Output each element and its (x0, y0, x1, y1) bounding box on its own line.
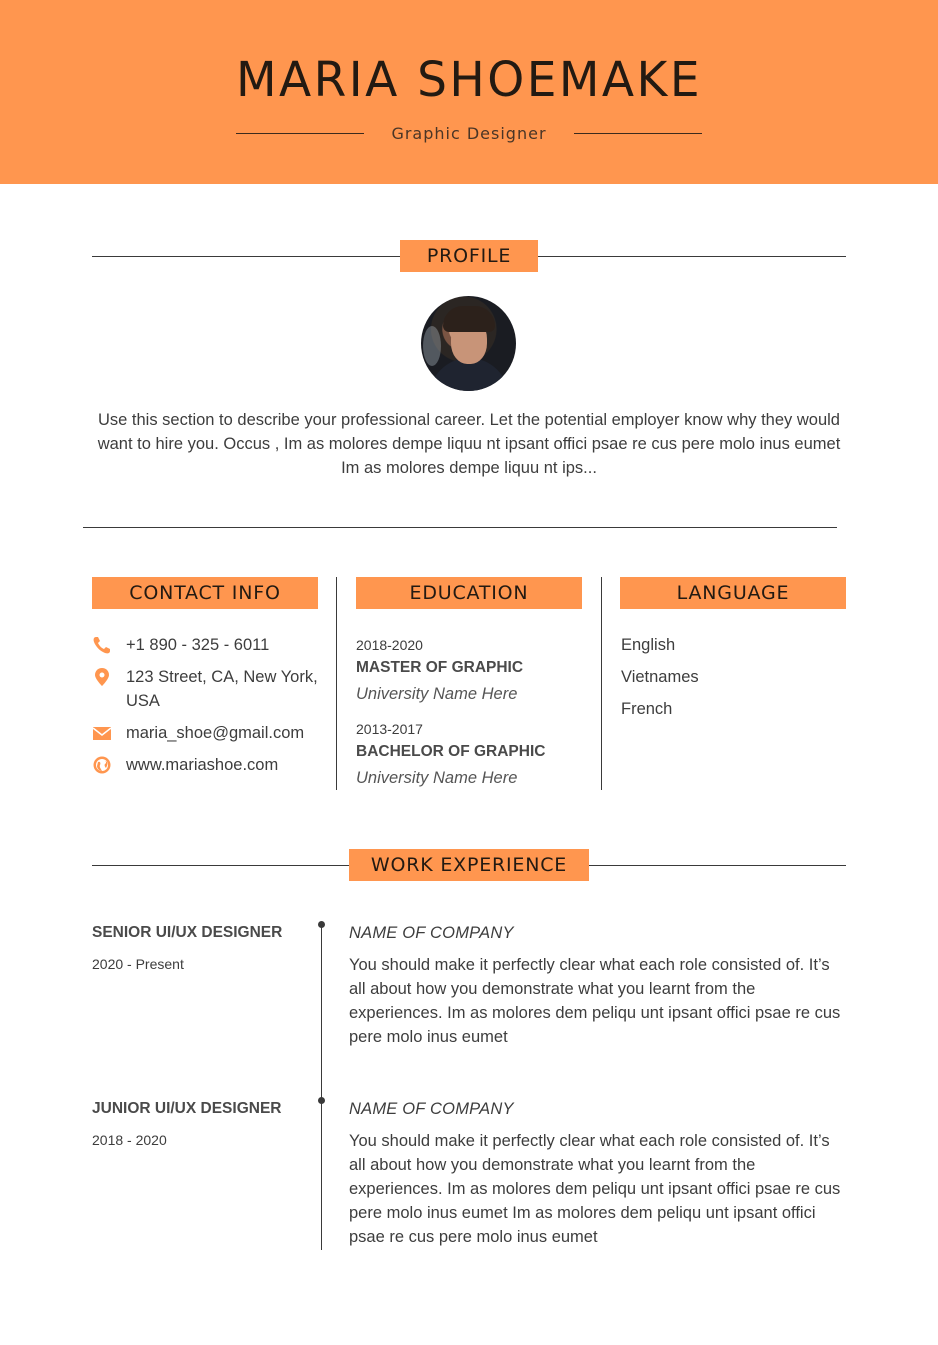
education-entry (356, 719, 586, 791)
education-column (356, 577, 582, 787)
education-degree: BACHELOR OF GRAPHIC (356, 743, 546, 760)
avatar-hair (443, 306, 495, 332)
education-years: 2013-2017 (356, 721, 423, 737)
envelope-icon (92, 724, 114, 742)
contact-email[interactable] (92, 721, 332, 745)
job-description: You should make it perfectly clear what each role consisted of. It’s all about how you demonstrate what you learnt from the experiences. Im as molores dem peliqu unt ipsant offici psae re cus pere molo inus eumet (349, 956, 841, 1046)
title-divider-right (574, 133, 702, 134)
contact-phone-text: +1 890 - 325 - 6011 (126, 636, 270, 654)
education-degree: MASTER OF GRAPHIC (356, 659, 524, 676)
avatar (421, 296, 516, 391)
phone-icon (92, 636, 114, 654)
timeline-line (321, 924, 322, 1250)
avatar-background-light (423, 326, 441, 366)
profile-summary: Use this section to describe your professional career. Let the potential employer know why they would want to hire you. Occus , Im as molores dempe liquu nt ipsant offici psae re cus pere molo inus eumet Im as molores dempe liquu nt ips... (97, 411, 841, 477)
job-role: SENIOR UI/UX DESIGNER (92, 924, 283, 941)
contact-phone (92, 633, 332, 657)
contact-website-link[interactable]: www.mariashoe.com (126, 756, 279, 774)
section-divider (83, 527, 837, 528)
profile-heading: PROFILE (400, 240, 538, 272)
education-school: University Name Here (356, 685, 518, 703)
job-company: NAME OF COMPANY (349, 1100, 514, 1118)
language-heading: LANGUAGE (620, 577, 846, 609)
timeline-dot (318, 1097, 325, 1104)
column-divider-1 (336, 577, 337, 790)
globe-icon (92, 756, 114, 774)
contact-website[interactable] (92, 753, 332, 777)
job-title: Graphic Designer (391, 124, 547, 143)
timeline-dot (318, 921, 325, 928)
language-list (621, 633, 699, 729)
education-entry (356, 635, 586, 707)
candidate-name: MARIA SHOEMAKE (235, 52, 703, 108)
work-section-heading (92, 849, 846, 881)
education-years: 2018-2020 (356, 637, 423, 653)
language-item: French (621, 700, 673, 718)
language-item: Vietnames (621, 668, 699, 686)
job-dates: 2018 - 2020 (92, 1132, 167, 1148)
education-heading: EDUCATION (356, 577, 582, 609)
education-school: University Name Here (356, 769, 518, 787)
profile-section-heading (92, 240, 846, 272)
contact-column (92, 577, 318, 774)
contact-address (92, 665, 332, 713)
job-role: JUNIOR UI/UX DESIGNER (92, 1100, 282, 1117)
education-list (356, 635, 586, 791)
contact-list (92, 633, 332, 785)
contact-heading: CONTACT INFO (92, 577, 318, 609)
language-item: English (621, 636, 676, 654)
job-dates: 2020 - Present (92, 956, 184, 972)
contact-address-text: 123 Street, CA, New York, USA (126, 668, 318, 710)
job-company: NAME OF COMPANY (349, 924, 514, 942)
contact-email-link[interactable]: maria_shoe@gmail.com (126, 724, 305, 742)
header-banner (0, 0, 938, 184)
job-title-row (236, 124, 702, 144)
job-description: You should make it perfectly clear what each role consisted of. It’s all about how you demonstrate what you learnt from the experiences. Im as molores dem peliqu unt ipsant offici psae re cus pere molo inus eumet Im as molores dem peliqu unt ipsant offici psae re cus pere molo inus eumet (349, 1132, 841, 1246)
language-column (620, 577, 846, 718)
work-heading: WORK EXPERIENCE (349, 849, 589, 881)
column-divider-2 (601, 577, 602, 790)
location-pin-icon (92, 668, 114, 686)
